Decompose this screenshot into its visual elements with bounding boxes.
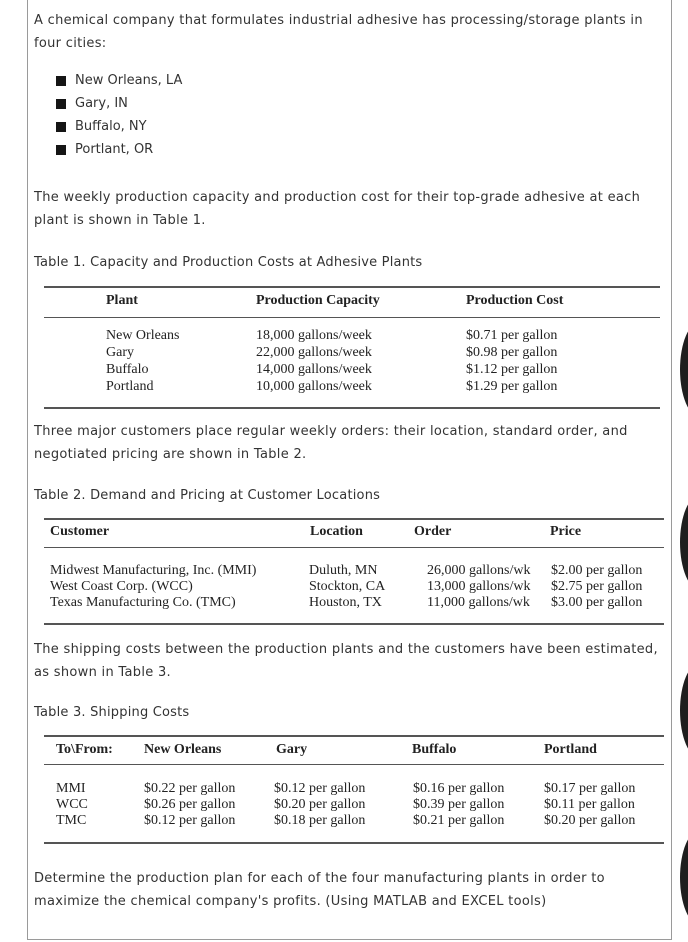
table-cell: $0.20 per gallon [544,813,636,828]
table-cell: $0.71 per gallon [466,328,558,343]
table-cell: $0.11 per gallon [544,797,635,812]
intro-paragraph: A chemical company that formulates industrial adhesive has processing/storage plants in four cities: [34,13,643,51]
city-list [56,69,182,161]
table-cell: $0.12 per gallon [274,781,366,796]
table-cell: $0.22 per gallon [144,781,236,796]
table-cell: $0.18 per gallon [274,813,366,828]
table1-header-capacity: Production Capacity [256,293,380,308]
table-cell: Buffalo [106,362,149,377]
list-item: Portlant, OR [56,138,182,161]
binder-hole-decoration [680,663,688,758]
table-cell: 18,000 gallons/week [256,328,372,343]
table-cell: $0.26 per gallon [144,797,236,812]
table-cell: $3.00 per gallon [551,595,643,610]
list-item: Gary, IN [56,92,182,115]
paragraph-shipping: The shipping costs between the production plants and the customers have been estimated, as shown in Table 3. [34,642,658,680]
table-cell: $1.12 per gallon [466,362,558,377]
table-cell: MMI [56,781,86,796]
table3-header-buffalo: Buffalo [412,742,457,757]
table-cell: 10,000 gallons/week [256,379,372,394]
binder-hole-decoration [680,495,688,590]
table-cell: $0.39 per gallon [413,797,505,812]
table1-header-plant: Plant [106,293,138,308]
table-cell: Midwest Manufacturing, Inc. (MMI) [50,563,257,578]
binder-hole-decoration [680,322,688,417]
table3-caption: Table 3. Shipping Costs [34,705,190,720]
bullet-square-icon [56,145,66,155]
table1-header-cost: Production Cost [466,293,564,308]
table2-header-location: Location [310,524,363,539]
table-cell: $0.20 per gallon [274,797,366,812]
table-cell: 13,000 gallons/wk [427,579,531,594]
bullet-square-icon [56,99,66,109]
table-cell: 14,000 gallons/week [256,362,372,377]
table1-caption: Table 1. Capacity and Production Costs at Adhesive Plants [34,255,423,270]
table-cell: TMC [56,813,87,828]
list-item: New Orleans, LA [56,69,182,92]
list-item: Buffalo, NY [56,115,182,138]
table-cell: Texas Manufacturing Co. (TMC) [50,595,236,610]
table2-caption: Table 2. Demand and Pricing at Customer Locations [34,488,381,503]
table-cell: West Coast Corp. (WCC) [50,579,193,594]
table-cell: Gary [106,345,134,360]
paragraph-customers: Three major customers place regular weekly orders: their location, standard order, and negotiated pricing are shown in Table 2. [34,424,628,462]
table-cell: $0.16 per gallon [413,781,505,796]
table2-header-customer: Customer [50,524,110,539]
bullet-square-icon [56,76,66,86]
table-cell: 22,000 gallons/week [256,345,372,360]
table-cell: Stockton, CA [309,579,386,594]
binder-hole-decoration [680,830,688,925]
table3-header-portland: Portland [544,742,597,757]
table-cell: WCC [56,797,88,812]
table-cell: 11,000 gallons/wk [427,595,530,610]
bullet-square-icon [56,122,66,132]
table-cell: New Orleans [106,328,180,343]
table3-header [44,737,664,765]
table1-header [44,288,660,318]
table2-header-price: Price [550,524,582,539]
table-cell: $0.12 per gallon [144,813,236,828]
table2-header [44,520,664,548]
table-cell: $0.21 per gallon [413,813,505,828]
table3-header-tofrom: To\From: [56,742,113,757]
table2 [44,518,664,625]
table3-header-new-orleans: New Orleans [144,742,222,757]
table-cell: Houston, TX [309,595,382,610]
table1 [44,286,660,409]
table3-header-gary: Gary [276,742,308,757]
table-cell: $1.29 per gallon [466,379,558,394]
table2-header-order: Order [414,524,452,539]
table-cell: 26,000 gallons/wk [427,563,531,578]
paragraph-capacity: The weekly production capacity and production cost for their top-grade adhesive at each plant is shown in Table 1. [34,190,641,228]
table-cell: Duluth, MN [309,563,378,578]
table-cell: $2.75 per gallon [551,579,643,594]
table-cell: $0.17 per gallon [544,781,636,796]
table-cell: Portland [106,379,154,394]
table3 [44,735,664,844]
paragraph-task: Determine the production plan for each of the four manufacturing plants in order to maximize the chemical company's profits. (Using MATLAB and EXCEL tools) [34,871,605,909]
table-cell: $0.98 per gallon [466,345,558,360]
table-cell: $2.00 per gallon [551,563,643,578]
